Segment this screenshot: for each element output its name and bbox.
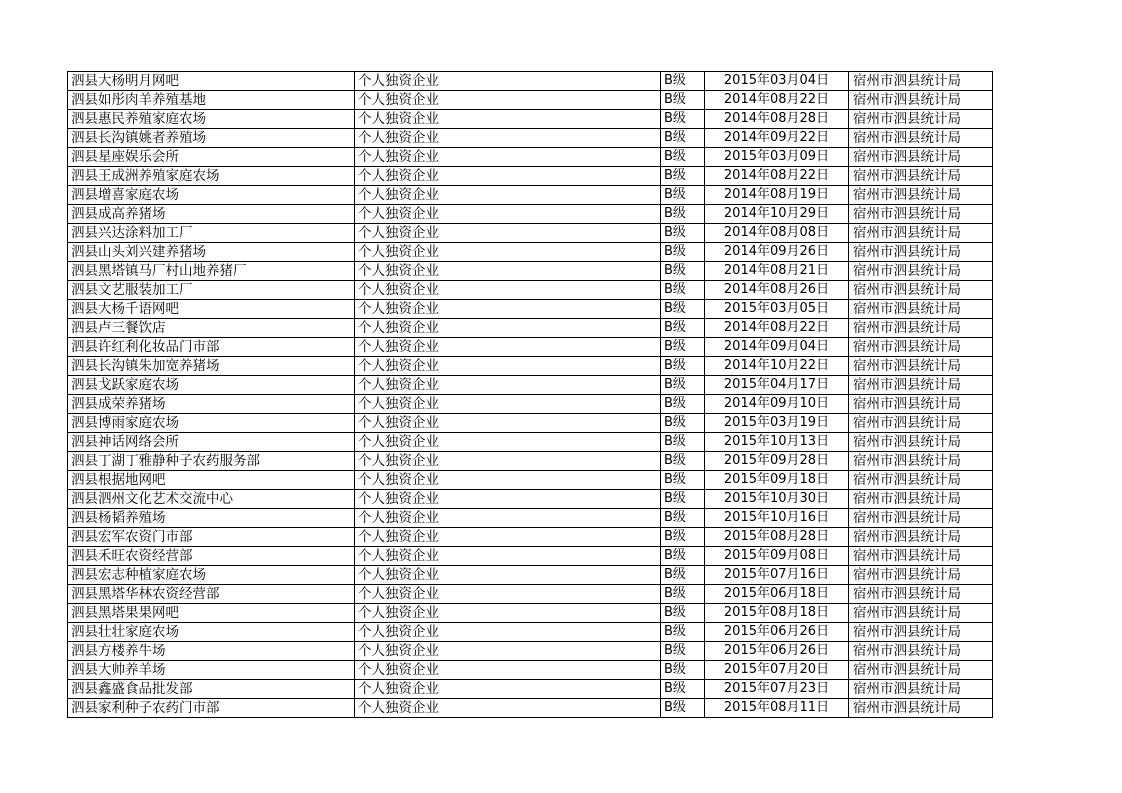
authority-cell: 宿州市泗县统计局 xyxy=(849,281,993,300)
enterprise-type-cell: 个人独资企业 xyxy=(355,490,661,509)
table-row xyxy=(68,414,993,433)
table-row xyxy=(68,471,993,490)
date-cell: 2014年09月10日 xyxy=(705,395,849,414)
enterprise-type-cell: 个人独资企业 xyxy=(355,680,661,699)
authority-cell: 宿州市泗县统计局 xyxy=(849,452,993,471)
grade-cell: B级 xyxy=(661,623,705,642)
date-cell: 2014年08月22日 xyxy=(705,319,849,338)
authority-cell: 宿州市泗县统计局 xyxy=(849,91,993,110)
authority-cell: 宿州市泗县统计局 xyxy=(849,585,993,604)
grade-cell: B级 xyxy=(661,661,705,680)
authority-cell: 宿州市泗县统计局 xyxy=(849,376,993,395)
authority-cell: 宿州市泗县统计局 xyxy=(849,224,993,243)
table-row xyxy=(68,642,993,661)
grade-cell: B级 xyxy=(661,585,705,604)
company-name-cell: 泗县如彤肉羊养殖基地 xyxy=(68,91,355,110)
grade-cell: B级 xyxy=(661,205,705,224)
enterprise-type-cell: 个人独资企业 xyxy=(355,110,661,129)
enterprise-type-cell: 个人独资企业 xyxy=(355,566,661,585)
authority-cell: 宿州市泗县统计局 xyxy=(849,300,993,319)
grade-cell: B级 xyxy=(661,262,705,281)
grade-cell: B级 xyxy=(661,357,705,376)
enterprise-type-cell: 个人独资企业 xyxy=(355,300,661,319)
company-name-cell: 泗县黑塔果果网吧 xyxy=(68,604,355,623)
grade-cell: B级 xyxy=(661,604,705,623)
enterprise-type-cell: 个人独资企业 xyxy=(355,642,661,661)
authority-cell: 宿州市泗县统计局 xyxy=(849,205,993,224)
company-name-cell: 泗县兴达涂料加工厂 xyxy=(68,224,355,243)
company-name-cell: 泗县方楼养牛场 xyxy=(68,642,355,661)
table-row xyxy=(68,186,993,205)
grade-cell: B级 xyxy=(661,699,705,718)
date-cell: 2014年09月04日 xyxy=(705,338,849,357)
date-cell: 2014年09月22日 xyxy=(705,129,849,148)
company-name-cell: 泗县黑塔镇马厂村山地养猪厂 xyxy=(68,262,355,281)
company-name-cell: 泗县宏志种植家庭农场 xyxy=(68,566,355,585)
company-name-cell: 泗县许红利化妆品门市部 xyxy=(68,338,355,357)
authority-cell: 宿州市泗县统计局 xyxy=(849,357,993,376)
grade-cell: B级 xyxy=(661,167,705,186)
company-name-cell: 泗县泗州文化艺术交流中心 xyxy=(68,490,355,509)
date-cell: 2014年10月29日 xyxy=(705,205,849,224)
company-name-cell: 泗县禾旺农资经营部 xyxy=(68,547,355,566)
table-row xyxy=(68,243,993,262)
authority-cell: 宿州市泗县统计局 xyxy=(849,528,993,547)
enterprise-type-cell: 个人独资企业 xyxy=(355,319,661,338)
company-name-cell: 泗县大杨千语网吧 xyxy=(68,300,355,319)
grade-cell: B级 xyxy=(661,129,705,148)
enterprise-type-cell: 个人独资企业 xyxy=(355,452,661,471)
enterprise-type-cell: 个人独资企业 xyxy=(355,224,661,243)
date-cell: 2015年10月16日 xyxy=(705,509,849,528)
grade-cell: B级 xyxy=(661,452,705,471)
enterprise-type-cell: 个人独资企业 xyxy=(355,243,661,262)
table-row xyxy=(68,452,993,471)
authority-cell: 宿州市泗县统计局 xyxy=(849,623,993,642)
authority-cell: 宿州市泗县统计局 xyxy=(849,319,993,338)
enterprise-type-cell: 个人独资企业 xyxy=(355,186,661,205)
table-row xyxy=(68,661,993,680)
date-cell: 2015年09月28日 xyxy=(705,452,849,471)
company-name-cell: 泗县戈跃家庭农场 xyxy=(68,376,355,395)
records-table-body xyxy=(68,72,993,718)
grade-cell: B级 xyxy=(661,490,705,509)
authority-cell: 宿州市泗县统计局 xyxy=(849,110,993,129)
table-row xyxy=(68,281,993,300)
grade-cell: B级 xyxy=(661,642,705,661)
table-row xyxy=(68,129,993,148)
authority-cell: 宿州市泗县统计局 xyxy=(849,148,993,167)
table-row xyxy=(68,699,993,718)
company-name-cell: 泗县家利种子农药门市部 xyxy=(68,699,355,718)
table-row xyxy=(68,566,993,585)
grade-cell: B级 xyxy=(661,224,705,243)
grade-cell: B级 xyxy=(661,243,705,262)
authority-cell: 宿州市泗县统计局 xyxy=(849,699,993,718)
authority-cell: 宿州市泗县统计局 xyxy=(849,566,993,585)
date-cell: 2014年08月28日 xyxy=(705,110,849,129)
date-cell: 2015年07月23日 xyxy=(705,680,849,699)
table-row xyxy=(68,319,993,338)
table-row xyxy=(68,623,993,642)
grade-cell: B级 xyxy=(661,300,705,319)
company-name-cell: 泗县增喜家庭农场 xyxy=(68,186,355,205)
enterprise-type-cell: 个人独资企业 xyxy=(355,72,661,91)
authority-cell: 宿州市泗县统计局 xyxy=(849,680,993,699)
grade-cell: B级 xyxy=(661,186,705,205)
records-table xyxy=(67,71,993,718)
enterprise-type-cell: 个人独资企业 xyxy=(355,623,661,642)
table-row xyxy=(68,167,993,186)
date-cell: 2015年06月18日 xyxy=(705,585,849,604)
company-name-cell: 泗县成荣养猪场 xyxy=(68,395,355,414)
grade-cell: B级 xyxy=(661,72,705,91)
authority-cell: 宿州市泗县统计局 xyxy=(849,471,993,490)
date-cell: 2015年10月13日 xyxy=(705,433,849,452)
grade-cell: B级 xyxy=(661,338,705,357)
table-row xyxy=(68,680,993,699)
company-name-cell: 泗县王成洲养殖家庭农场 xyxy=(68,167,355,186)
enterprise-type-cell: 个人独资企业 xyxy=(355,414,661,433)
grade-cell: B级 xyxy=(661,471,705,490)
table-row xyxy=(68,262,993,281)
date-cell: 2014年08月21日 xyxy=(705,262,849,281)
date-cell: 2015年03月05日 xyxy=(705,300,849,319)
table-row xyxy=(68,224,993,243)
table-row xyxy=(68,395,993,414)
enterprise-type-cell: 个人独资企业 xyxy=(355,528,661,547)
company-name-cell: 泗县惠民养殖家庭农场 xyxy=(68,110,355,129)
grade-cell: B级 xyxy=(661,528,705,547)
company-name-cell: 泗县大杨明月网吧 xyxy=(68,72,355,91)
grade-cell: B级 xyxy=(661,547,705,566)
company-name-cell: 泗县文艺服装加工厂 xyxy=(68,281,355,300)
table-row xyxy=(68,376,993,395)
table-row xyxy=(68,72,993,91)
company-name-cell: 泗县长沟镇姚者养殖场 xyxy=(68,129,355,148)
company-name-cell: 泗县壮壮家庭农场 xyxy=(68,623,355,642)
enterprise-type-cell: 个人独资企业 xyxy=(355,129,661,148)
date-cell: 2015年09月18日 xyxy=(705,471,849,490)
table-row xyxy=(68,604,993,623)
enterprise-type-cell: 个人独资企业 xyxy=(355,376,661,395)
company-name-cell: 泗县杨韬养殖场 xyxy=(68,509,355,528)
enterprise-type-cell: 个人独资企业 xyxy=(355,509,661,528)
authority-cell: 宿州市泗县统计局 xyxy=(849,186,993,205)
table-row xyxy=(68,148,993,167)
grade-cell: B级 xyxy=(661,566,705,585)
enterprise-type-cell: 个人独资企业 xyxy=(355,471,661,490)
enterprise-type-cell: 个人独资企业 xyxy=(355,585,661,604)
company-name-cell: 泗县星座娱乐会所 xyxy=(68,148,355,167)
date-cell: 2015年08月28日 xyxy=(705,528,849,547)
date-cell: 2015年06月26日 xyxy=(705,623,849,642)
company-name-cell: 泗县山头刘兴建养猪场 xyxy=(68,243,355,262)
date-cell: 2015年07月16日 xyxy=(705,566,849,585)
enterprise-type-cell: 个人独资企业 xyxy=(355,661,661,680)
date-cell: 2015年06月26日 xyxy=(705,642,849,661)
enterprise-type-cell: 个人独资企业 xyxy=(355,395,661,414)
company-name-cell: 泗县大帅养羊场 xyxy=(68,661,355,680)
enterprise-type-cell: 个人独资企业 xyxy=(355,205,661,224)
date-cell: 2014年08月19日 xyxy=(705,186,849,205)
date-cell: 2014年08月26日 xyxy=(705,281,849,300)
date-cell: 2014年08月08日 xyxy=(705,224,849,243)
company-name-cell: 泗县鑫盛食品批发部 xyxy=(68,680,355,699)
enterprise-type-cell: 个人独资企业 xyxy=(355,91,661,110)
enterprise-type-cell: 个人独资企业 xyxy=(355,604,661,623)
grade-cell: B级 xyxy=(661,148,705,167)
grade-cell: B级 xyxy=(661,414,705,433)
authority-cell: 宿州市泗县统计局 xyxy=(849,547,993,566)
authority-cell: 宿州市泗县统计局 xyxy=(849,395,993,414)
enterprise-type-cell: 个人独资企业 xyxy=(355,262,661,281)
authority-cell: 宿州市泗县统计局 xyxy=(849,661,993,680)
authority-cell: 宿州市泗县统计局 xyxy=(849,509,993,528)
date-cell: 2014年08月22日 xyxy=(705,167,849,186)
company-name-cell: 泗县卢三餐饮店 xyxy=(68,319,355,338)
authority-cell: 宿州市泗县统计局 xyxy=(849,262,993,281)
authority-cell: 宿州市泗县统计局 xyxy=(849,433,993,452)
date-cell: 2015年10月30日 xyxy=(705,490,849,509)
table-row xyxy=(68,490,993,509)
company-name-cell: 泗县黑塔华林农资经营部 xyxy=(68,585,355,604)
enterprise-type-cell: 个人独资企业 xyxy=(355,433,661,452)
company-name-cell: 泗县成高养猪场 xyxy=(68,205,355,224)
table-row xyxy=(68,91,993,110)
company-name-cell: 泗县神话网络会所 xyxy=(68,433,355,452)
date-cell: 2015年08月11日 xyxy=(705,699,849,718)
enterprise-type-cell: 个人独资企业 xyxy=(355,547,661,566)
enterprise-type-cell: 个人独资企业 xyxy=(355,338,661,357)
company-name-cell: 泗县根据地网吧 xyxy=(68,471,355,490)
grade-cell: B级 xyxy=(661,91,705,110)
grade-cell: B级 xyxy=(661,509,705,528)
authority-cell: 宿州市泗县统计局 xyxy=(849,642,993,661)
authority-cell: 宿州市泗县统计局 xyxy=(849,243,993,262)
date-cell: 2015年03月04日 xyxy=(705,72,849,91)
company-name-cell: 泗县宏军农资门市部 xyxy=(68,528,355,547)
authority-cell: 宿州市泗县统计局 xyxy=(849,167,993,186)
authority-cell: 宿州市泗县统计局 xyxy=(849,72,993,91)
date-cell: 2015年03月19日 xyxy=(705,414,849,433)
enterprise-type-cell: 个人独资企业 xyxy=(355,148,661,167)
date-cell: 2014年10月22日 xyxy=(705,357,849,376)
table-row xyxy=(68,509,993,528)
table-row xyxy=(68,528,993,547)
date-cell: 2015年09月08日 xyxy=(705,547,849,566)
date-cell: 2015年04月17日 xyxy=(705,376,849,395)
grade-cell: B级 xyxy=(661,110,705,129)
table-row xyxy=(68,585,993,604)
date-cell: 2015年07月20日 xyxy=(705,661,849,680)
authority-cell: 宿州市泗县统计局 xyxy=(849,604,993,623)
authority-cell: 宿州市泗县统计局 xyxy=(849,338,993,357)
grade-cell: B级 xyxy=(661,395,705,414)
authority-cell: 宿州市泗县统计局 xyxy=(849,414,993,433)
enterprise-type-cell: 个人独资企业 xyxy=(355,281,661,300)
grade-cell: B级 xyxy=(661,319,705,338)
authority-cell: 宿州市泗县统计局 xyxy=(849,490,993,509)
enterprise-type-cell: 个人独资企业 xyxy=(355,167,661,186)
authority-cell: 宿州市泗县统计局 xyxy=(849,129,993,148)
table-row xyxy=(68,433,993,452)
date-cell: 2015年08月18日 xyxy=(705,604,849,623)
enterprise-type-cell: 个人独资企业 xyxy=(355,699,661,718)
table-row xyxy=(68,205,993,224)
table-row xyxy=(68,338,993,357)
table-row xyxy=(68,300,993,319)
date-cell: 2015年03月09日 xyxy=(705,148,849,167)
grade-cell: B级 xyxy=(661,433,705,452)
grade-cell: B级 xyxy=(661,680,705,699)
date-cell: 2014年09月26日 xyxy=(705,243,849,262)
company-name-cell: 泗县博雨家庭农场 xyxy=(68,414,355,433)
table-row xyxy=(68,547,993,566)
date-cell: 2014年08月22日 xyxy=(705,91,849,110)
grade-cell: B级 xyxy=(661,281,705,300)
company-name-cell: 泗县长沟镇朱加宽养猪场 xyxy=(68,357,355,376)
enterprise-type-cell: 个人独资企业 xyxy=(355,357,661,376)
table-row xyxy=(68,357,993,376)
table-row xyxy=(68,110,993,129)
company-name-cell: 泗县丁湖丁雅静种子农药服务部 xyxy=(68,452,355,471)
grade-cell: B级 xyxy=(661,376,705,395)
